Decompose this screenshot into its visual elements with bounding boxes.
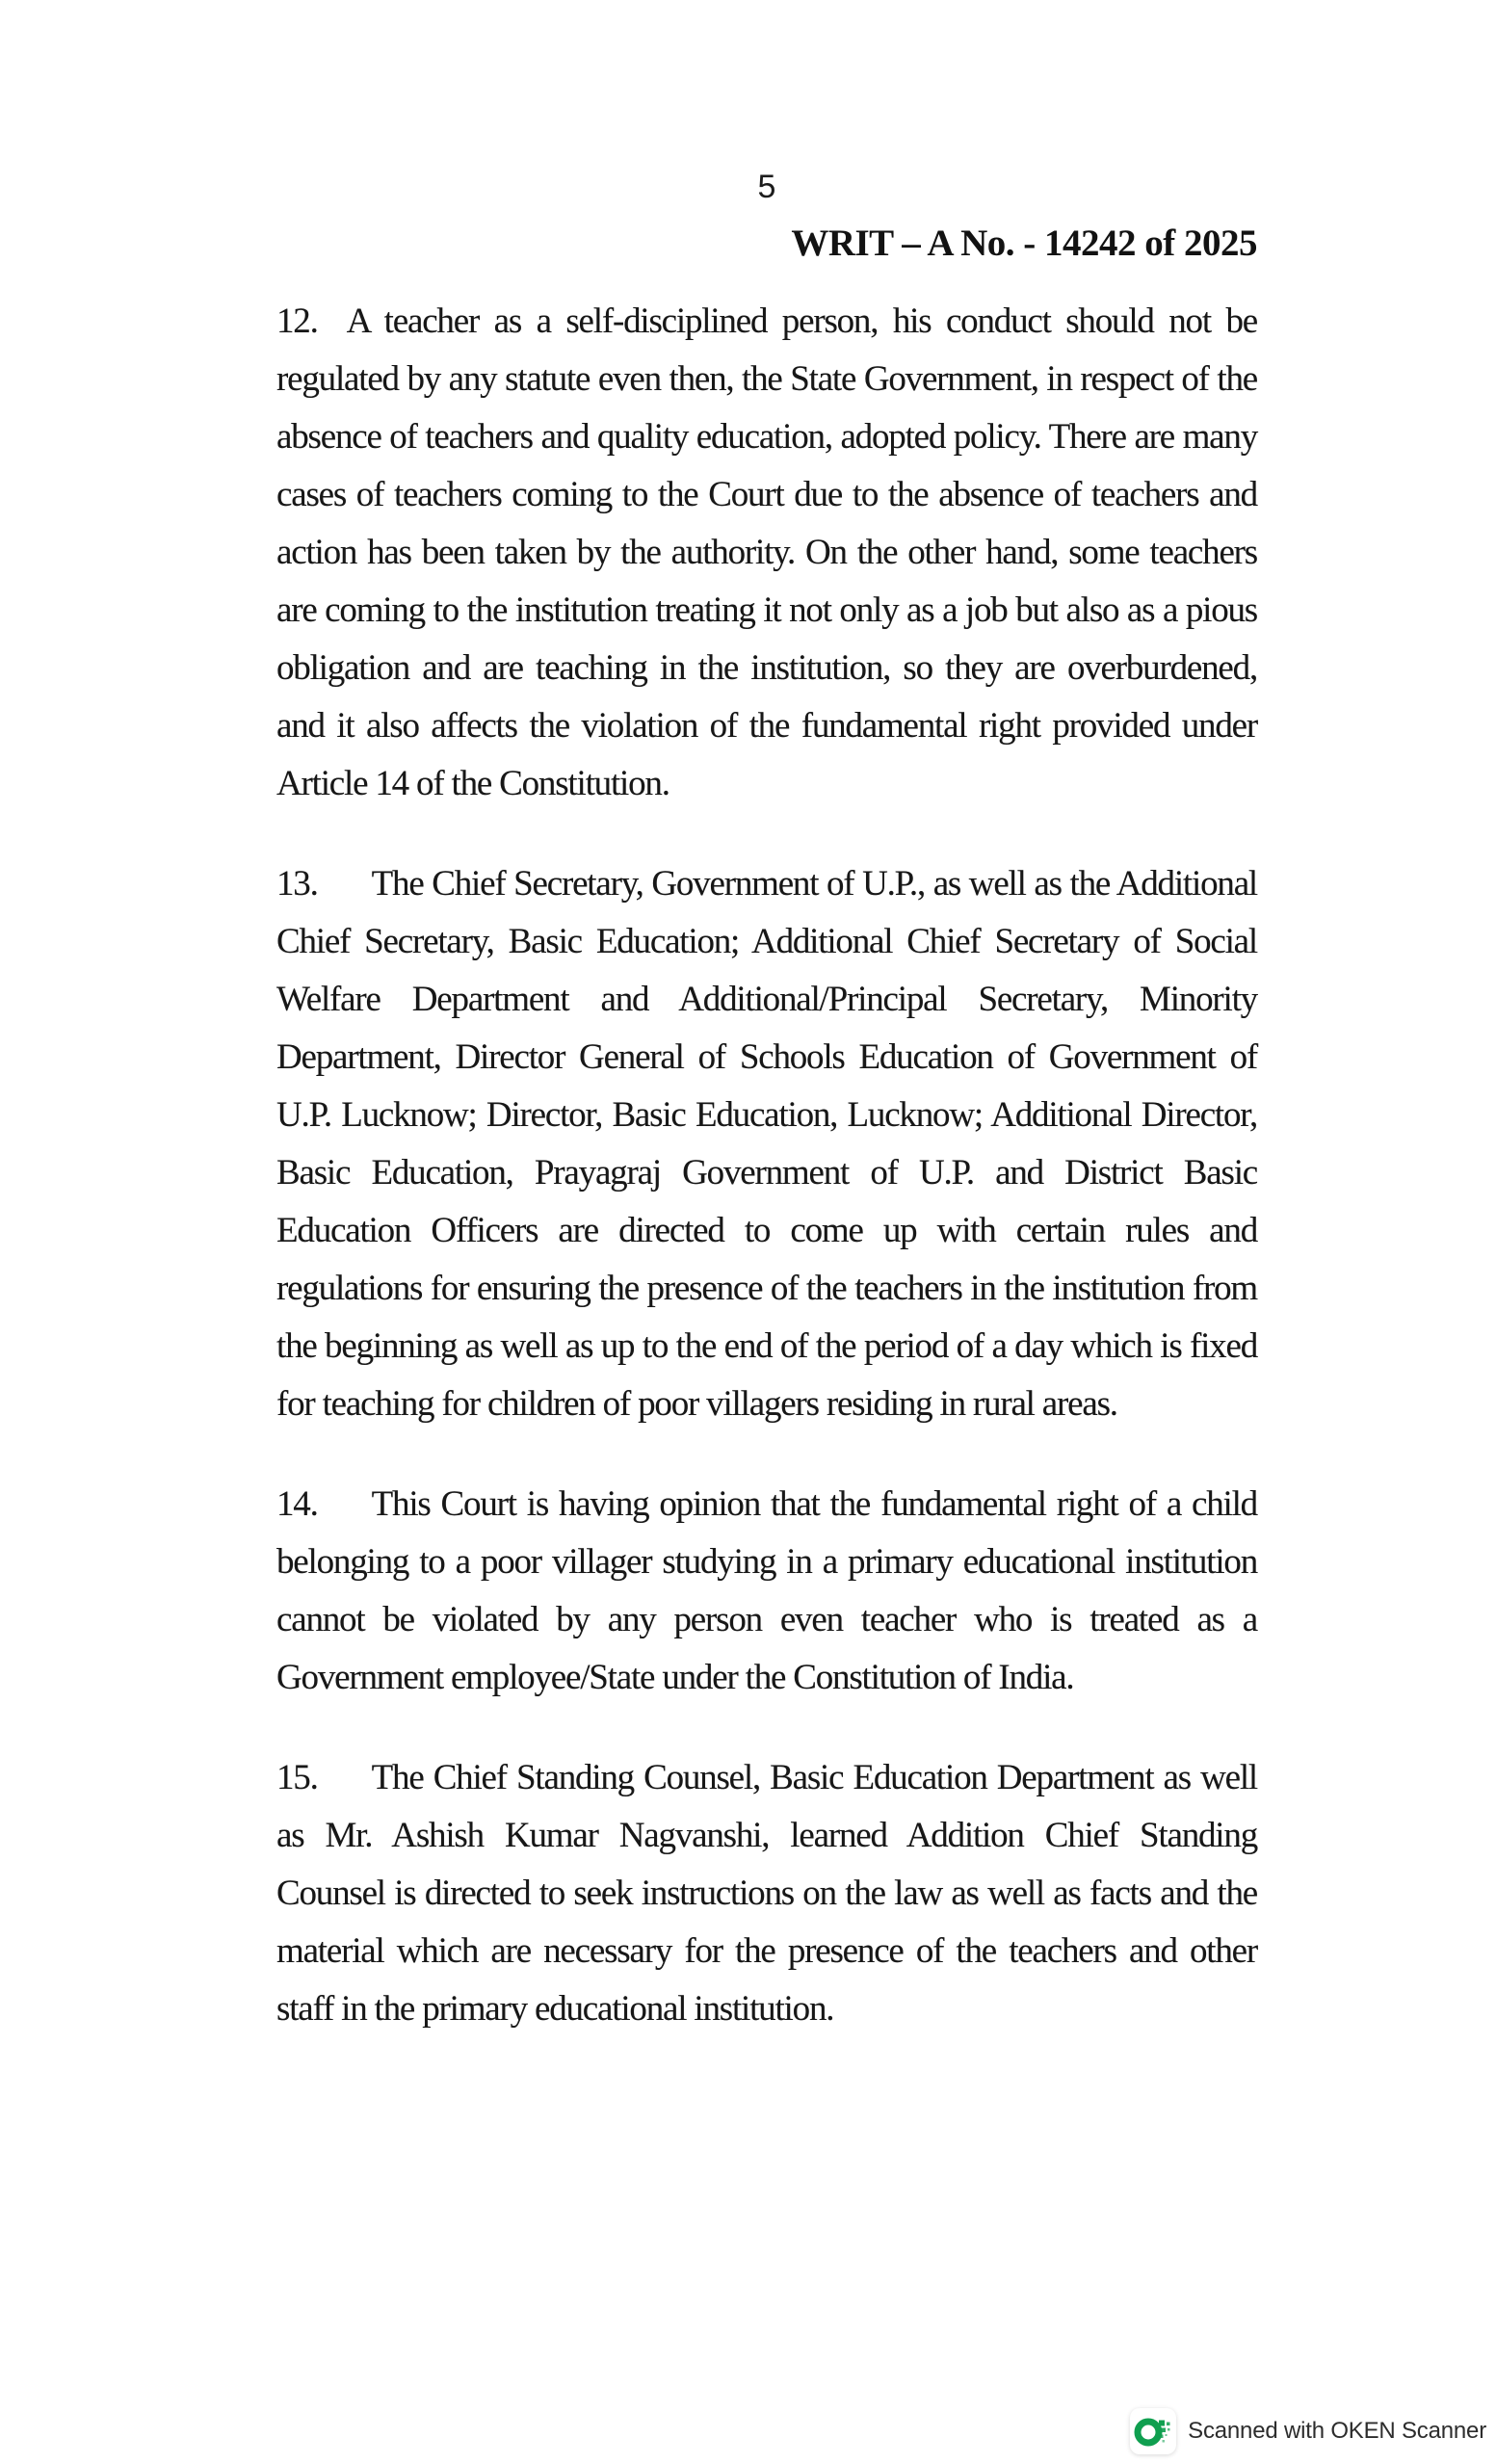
- document-content: [276, 0, 1257, 2081]
- case-header: WRIT – A No. - 14242 of 2025: [791, 223, 1257, 264]
- paragraph-12: [276, 293, 1257, 813]
- oken-scanner-logo-icon: [1130, 2408, 1176, 2454]
- paragraph-15: [276, 1749, 1257, 2038]
- paragraph-14-number: 14.: [276, 1484, 318, 1524]
- paragraph-12-text: A teacher as a self-disciplined person, his conduct should not be regulated by any statute even then, the State Government, in respect of the absence of teachers and quality education, adopted policy. There are many cases of teachers coming to the Court due to the absence of teachers and action has been taken by the authority. On the other hand, some teachers are coming to the institution treating it not only as a job but also as a pious obligation and are teaching in the institution, so they are overburdened, and it also affects the violation of the fundamental right provided under Article 14 of the Constitution.: [276, 301, 1257, 803]
- page-number: 5: [757, 169, 776, 205]
- paragraph-15-text: The Chief Standing Counsel, Basic Education Department as well as Mr. Ashish Kumar Nagvanshi, learned Addition Chief Standing Counsel is directed to seek instructions on the law as well as facts and the material which are necessary for the presence of the teachers and other staff in the primary educational institution.: [276, 1758, 1257, 2029]
- paragraph-13-number: 13.: [276, 864, 318, 904]
- paragraph-13-text: The Chief Secretary, Government of U.P., as well as the Additional Chief Secretary, Basic Education; Additional Chief Secretary of Social Welfare Department and Additional/Principal Secretary, Minority Department, Director General of Schools Education of Government of U.P. Lucknow; Director, Basic Education, Lucknow; Additional Director, Basic Education, Prayagraj Government of U.P. and District Basic Education Officers are directed to come up with certain rules and regulations for ensuring the presence of the teachers in the institution from the beginning as well as up to the end of the period of a day which is fixed for teaching for children of poor villagers residing in rural areas.: [276, 864, 1257, 1424]
- document-body: [276, 293, 1257, 2038]
- paragraph-14-text: This Court is having opinion that the fundamental right of a child belonging to a poor villager studying in a primary educational institution cannot be violated by any person even teacher who is treated as a Government employee/State under the Constitution of India.: [276, 1484, 1257, 1697]
- paragraph-12-number: 12.: [276, 301, 318, 341]
- scanner-watermark: [1130, 2408, 1486, 2454]
- paragraph-14: [276, 1476, 1257, 1707]
- scanner-watermark-text: Scanned with OKEN Scanner: [1188, 2418, 1486, 2444]
- paragraph-15-number: 15.: [276, 1758, 318, 1797]
- paragraph-13: [276, 855, 1257, 1433]
